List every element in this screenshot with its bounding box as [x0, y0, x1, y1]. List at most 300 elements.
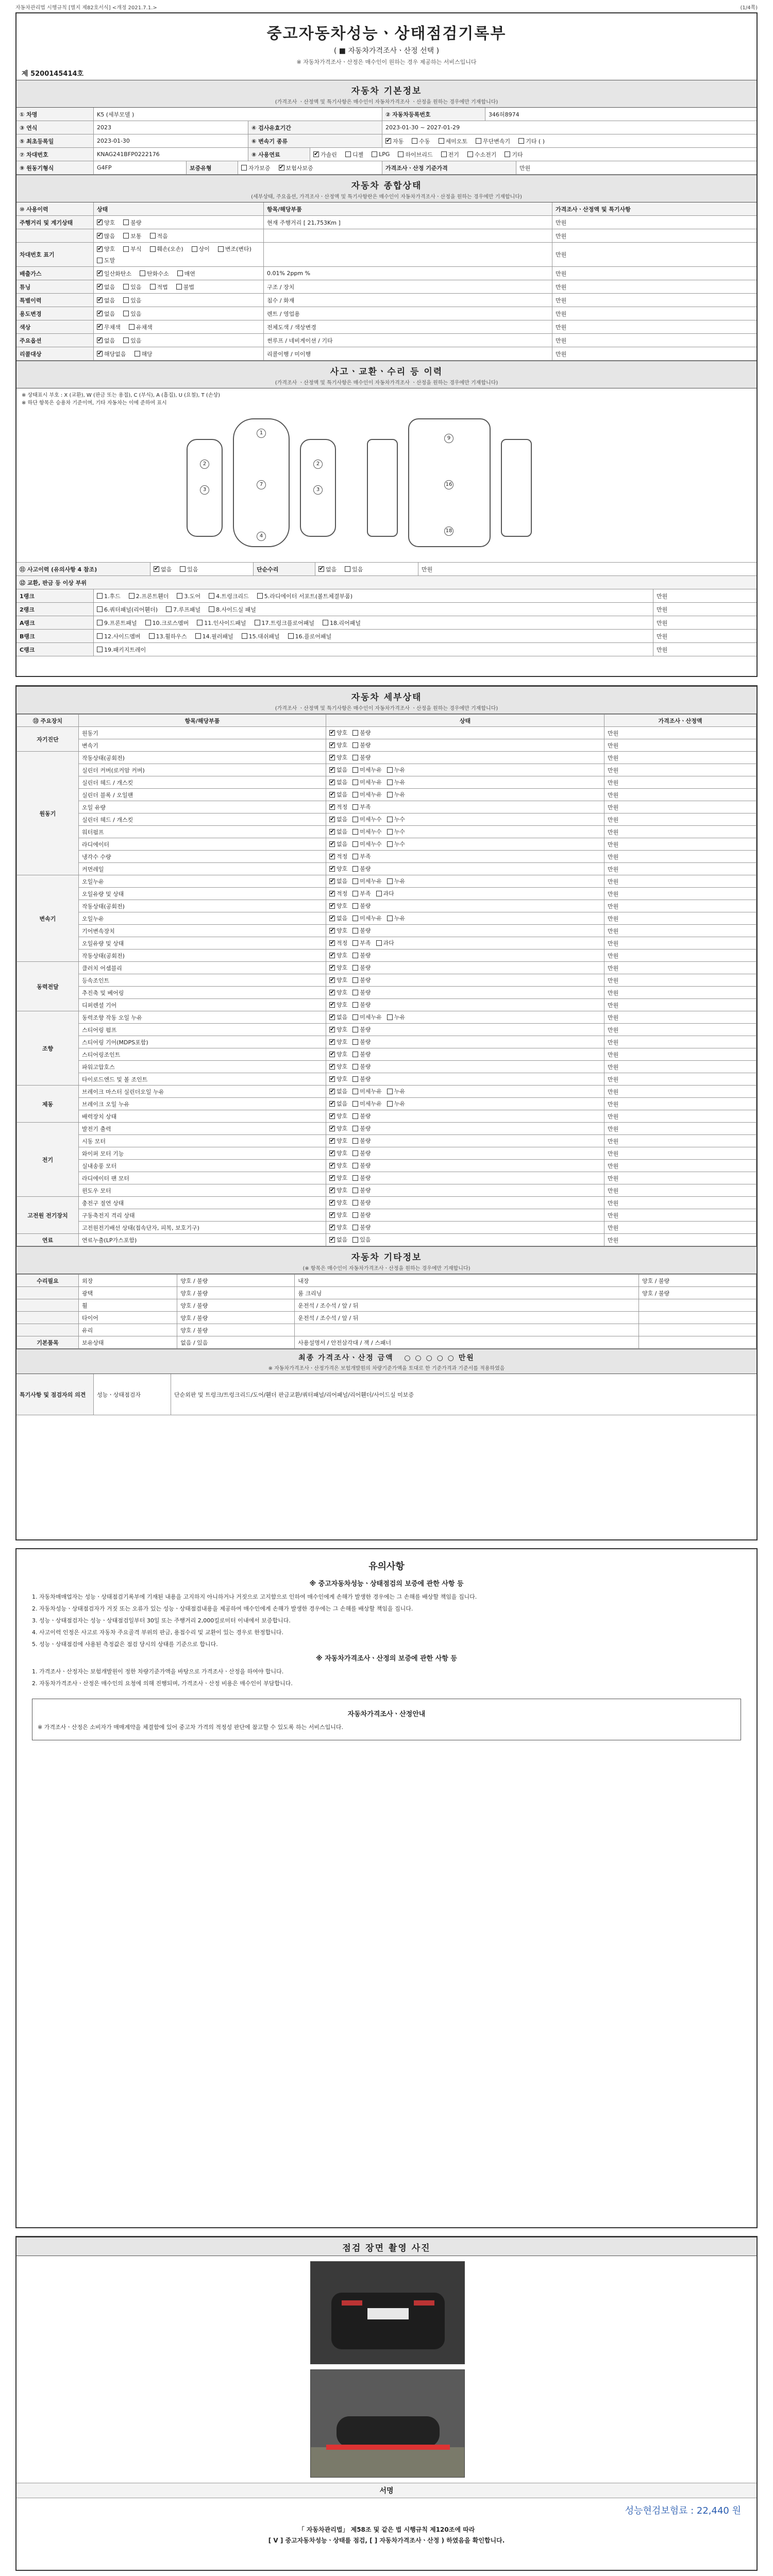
checkbox-icon: [352, 1237, 358, 1243]
option: [329, 1174, 347, 1182]
option: [387, 840, 405, 848]
special-notes-inspector: 성능ㆍ상태점검자: [94, 1374, 171, 1415]
detail-item-state: [326, 912, 604, 925]
checkbox-icon: [352, 1076, 358, 1082]
detail-item-state: [326, 1123, 604, 1135]
option-label: 불량: [360, 977, 371, 984]
detail-item-state: [326, 764, 604, 776]
checkbox-icon: [387, 792, 393, 798]
rank-item-label: 11.인사이드패널: [204, 619, 246, 626]
option-label: 불법: [183, 283, 195, 291]
detail-row: [17, 752, 757, 764]
option-label: 양호: [104, 219, 115, 226]
checkbox-icon: [329, 829, 335, 835]
general-row: [16, 280, 757, 294]
option: [352, 1001, 371, 1009]
detail-item-state: [326, 776, 604, 789]
checkbox-icon: [352, 767, 358, 773]
checkbox-icon: [352, 1163, 358, 1168]
legend-line: ※ 상태표시 부호 : X (교환), W (판금 또는 용접), C (부식), A (흠집), U (요철), T (손상): [22, 393, 221, 398]
detail-item-state: [326, 888, 604, 900]
detail-item-price: 만원: [604, 739, 757, 752]
option-label: 없음: [104, 337, 115, 344]
option-label: 불량: [360, 1175, 371, 1182]
accident-parts-head: [16, 576, 757, 589]
base-price-value: 만원: [519, 164, 531, 172]
option: [150, 232, 168, 240]
checkbox-icon: [329, 804, 335, 810]
page-1: [15, 12, 758, 677]
general-row: [16, 229, 757, 243]
option-label: 많음: [104, 232, 115, 240]
option-label: 불량: [360, 1138, 371, 1145]
checkbox-icon: [97, 270, 103, 276]
etc-cell: 양호 / 불량: [177, 1287, 295, 1299]
option: [329, 1137, 347, 1145]
general-item-detail: 전체도색 / 색상변경: [264, 320, 552, 333]
detail-item-state: [326, 814, 604, 826]
option: [329, 1235, 347, 1244]
option: [352, 1235, 371, 1244]
detail-item-price: 만원: [604, 789, 757, 801]
option-label: 양호: [337, 989, 348, 996]
detail-row: [17, 1222, 757, 1234]
general-row: [16, 334, 757, 347]
detail-item-state: [326, 937, 604, 950]
option: [97, 269, 131, 278]
rank-item-label: 1.후드: [104, 592, 121, 600]
rank-item-label: 13.휠하우스: [156, 633, 187, 640]
checkbox-icon: [352, 1002, 358, 1008]
checkbox-icon: [135, 351, 140, 357]
general-row: [16, 267, 757, 280]
option-label: 누유: [394, 1014, 406, 1021]
rank-item-label: 9.프론트패널: [104, 619, 137, 626]
checkbox-icon: [352, 1188, 358, 1193]
detail-row: [17, 801, 757, 814]
checkbox-icon: [329, 866, 335, 872]
option-label: 있음: [130, 337, 142, 344]
transmission-label: ⑥ 변속기 종류: [248, 134, 382, 147]
checkbox-icon: [352, 990, 358, 995]
option-label: 불량: [360, 754, 371, 761]
detail-item-label: 변속기: [79, 739, 326, 752]
detail-item-label: 오일유량 및 상태: [79, 937, 326, 950]
detail-group-label: 조향: [17, 1011, 79, 1086]
rank-label: C랭크: [16, 643, 94, 656]
option: [352, 902, 371, 910]
checkbox-icon: [97, 311, 103, 316]
general-item-options: [94, 216, 264, 229]
etc-cell: 기본품목: [17, 1336, 79, 1349]
option: [97, 232, 115, 240]
checkbox-icon: [352, 928, 358, 934]
option-label: 불량: [360, 1224, 371, 1231]
checkbox-icon: [352, 866, 358, 872]
part-7-marker: 7: [257, 480, 266, 489]
checkbox-icon: [329, 916, 335, 921]
notice-item: 3. 성능ㆍ상태점검자는 성능ㆍ상태점검일부터 30일 또는 주행거리 2,000킬로미터 이내에서 보증합니다.: [32, 1617, 291, 1624]
option-label: 미세누수: [360, 828, 382, 836]
checkbox-icon: [209, 593, 214, 599]
detail-row: [17, 863, 757, 875]
detail-row: [17, 912, 757, 925]
option: [352, 741, 371, 749]
rank-items: [94, 603, 653, 616]
rank-row: [16, 616, 757, 630]
fuel-label: ⑧ 사용연료: [248, 148, 310, 161]
car-frame-side-left: [367, 439, 398, 537]
option-label: 없음: [337, 841, 348, 848]
signature-row: [16, 2483, 757, 2498]
etc-cell: 보유상태: [79, 1336, 177, 1349]
option-label: 보통: [130, 232, 142, 240]
option: [150, 245, 183, 253]
option-label: 양호: [337, 1125, 348, 1132]
option-label: 불량: [360, 1187, 371, 1194]
option-label: 없음: [104, 297, 115, 304]
fuel-options: [310, 148, 757, 161]
checkbox-icon: [352, 1225, 358, 1230]
option-label: 양호: [337, 903, 348, 910]
option-label: 부족: [360, 940, 371, 947]
checkbox-icon: [329, 1113, 335, 1119]
checkbox-icon: [352, 1014, 358, 1020]
detail-item-price: 만원: [604, 1172, 757, 1184]
option: [352, 1050, 371, 1058]
option: [329, 1025, 347, 1033]
detail-item-price: 만원: [604, 1098, 757, 1110]
option-label: 일산화탄소: [104, 270, 132, 277]
checkbox-icon: [329, 990, 335, 995]
rank-item: [97, 619, 137, 627]
detail-row: [17, 1184, 757, 1197]
option: [329, 988, 347, 996]
option: [352, 766, 382, 774]
detail-item-label: 충전구 절연 상태: [79, 1197, 326, 1209]
option-label: 불량: [360, 1063, 371, 1071]
general-row: [16, 216, 757, 229]
detail-row: [17, 1160, 757, 1172]
detail-row: [17, 1024, 757, 1036]
reg-no-value: 346허8974: [489, 111, 519, 118]
rank-price: 만원: [657, 633, 668, 640]
option: [329, 902, 347, 910]
etc-cell: 양호 / 불량: [638, 1287, 756, 1299]
detail-item-price: 만원: [604, 752, 757, 764]
checkbox-icon: [352, 1101, 358, 1107]
detail-row: [17, 987, 757, 999]
rank-item: [145, 619, 189, 627]
checkbox-icon: [352, 1113, 358, 1119]
option-label: 양호: [337, 1063, 348, 1071]
special-notes-text: 단순외판 및 트렁크/트렁크리드/도어/휀더 판금교환/쿼터패널/리어패널/리어휀더/사이드실 미보증: [174, 1391, 414, 1398]
option-label: 부족: [360, 853, 371, 860]
rank-item: [209, 592, 249, 600]
checkbox-icon: [318, 566, 324, 572]
page-2: [15, 685, 758, 1540]
checkbox-icon: [352, 878, 358, 884]
detail-item-price: 만원: [604, 937, 757, 950]
engine-type-value: G4FP: [94, 161, 187, 174]
option-label: 부족: [360, 890, 371, 897]
option-label: 자가보증: [248, 164, 271, 172]
option-label: 기타: [512, 151, 523, 158]
option: [352, 803, 371, 811]
detail-item-label: 커먼레일: [79, 863, 326, 875]
option-label: 없음: [326, 566, 337, 573]
checkbox-icon: [372, 151, 377, 157]
option-label: 보험사보증: [285, 164, 313, 172]
option: [352, 778, 382, 786]
rank-item-label: 5.라디에이터 서포트(볼트체결부품): [264, 592, 353, 600]
checkbox-icon: [123, 246, 129, 252]
checkbox-icon: [150, 233, 156, 239]
option: [123, 310, 141, 318]
option: [329, 1013, 347, 1021]
detail-row: [17, 1036, 757, 1048]
option: [329, 1124, 347, 1132]
option-label: 탄화수소: [147, 270, 169, 277]
option-label: 디젤: [352, 151, 364, 158]
detail-item-label: 작동상태(공회전): [79, 900, 326, 912]
general-item-label: 리콜대상: [16, 347, 94, 360]
basic-info-title: 자동차 기본정보: [351, 86, 422, 96]
option-label: 누유: [394, 791, 406, 799]
detail-item-label: 실내송풍 모터: [79, 1160, 326, 1172]
detail-item-price: 만원: [604, 1209, 757, 1222]
detail-item-price: 만원: [604, 950, 757, 962]
checkbox-icon: [352, 792, 358, 798]
checkbox-icon: [467, 151, 473, 157]
option: [352, 852, 371, 860]
etc-cell: 외장: [79, 1275, 177, 1287]
transmission-options: [382, 134, 757, 147]
option-label: 불량: [360, 952, 371, 959]
option-label: 적정: [337, 853, 348, 860]
option: [376, 939, 394, 947]
rank-item-label: 10.크로스멤버: [152, 619, 189, 626]
option-label: 미세누유: [360, 791, 382, 799]
etc-cell: [17, 1324, 79, 1336]
detail-item-state: [326, 727, 604, 739]
checkbox-icon: [177, 270, 183, 276]
etc-cell: 양호 / 불량: [177, 1324, 295, 1336]
option-label: 불량: [360, 742, 371, 749]
checkbox-icon: [97, 647, 103, 652]
etc-row: [17, 1336, 757, 1349]
checkbox-icon: [412, 138, 417, 144]
warranty-label: 보증유형: [187, 161, 238, 174]
option: [329, 803, 347, 811]
option-label: 적정: [337, 804, 348, 811]
option-label: 없음: [337, 816, 348, 823]
option: [135, 350, 153, 358]
general-item-price: 만원: [556, 251, 567, 258]
col-header: 항목/해당부품: [79, 715, 326, 727]
detail-row: [17, 764, 757, 776]
warranty-options: [238, 161, 382, 174]
option-label: 양호: [337, 1199, 348, 1207]
option: [129, 323, 153, 331]
checkbox-icon: [352, 742, 358, 748]
option-label: 양호: [337, 1150, 348, 1157]
option: [329, 939, 347, 947]
rank-item-label: 8.사이드실 패널: [216, 606, 256, 613]
general-item-options: [94, 280, 264, 293]
checkbox-icon: [329, 1014, 335, 1020]
detail-item-state: [326, 1098, 604, 1110]
option-label: 불량: [360, 903, 371, 910]
option-label: 없음: [104, 310, 115, 317]
vin-value: KNAG241BFP0222176: [94, 148, 248, 161]
detail-item-label: 라디에이터: [79, 838, 326, 851]
rank-item-label: 3.도어: [184, 592, 201, 600]
option-label: 불량: [130, 219, 142, 226]
detail-item-price: 만원: [604, 888, 757, 900]
option-label: 불량: [360, 1125, 371, 1132]
rank-item-label: 7.루프패널: [173, 606, 201, 613]
notice-item: 2. 자동차가격조사ㆍ산정은 매수인의 요청에 의해 진행되며, 가격조사ㆍ산정 비용은 매수인이 부담합니다.: [32, 1680, 293, 1687]
etc-cell: 양호 / 불량: [638, 1275, 756, 1287]
rank-items: [94, 589, 653, 602]
option: [352, 1161, 371, 1170]
option: [352, 1087, 382, 1095]
basic-row-2: [16, 121, 757, 134]
checkbox-icon: [97, 258, 103, 263]
accident-price: 만원: [422, 566, 433, 573]
etc-row: [17, 1275, 757, 1287]
checkbox-icon: [329, 1212, 335, 1218]
rank-item: [129, 592, 169, 600]
detail-row: [17, 937, 757, 950]
option: [387, 1087, 405, 1095]
general-row: [16, 320, 757, 334]
general-row: [16, 294, 757, 307]
checkbox-icon: [441, 151, 447, 157]
general-item-detail: 0.01% 2ppm %: [264, 267, 552, 280]
rank-items: [94, 643, 653, 656]
checkbox-icon: [329, 1052, 335, 1057]
detail-row: [17, 1061, 757, 1073]
inspect-period-value: 2023-01-30 ~ 2027-01-29: [385, 124, 460, 131]
detail-item-price: 만원: [604, 1024, 757, 1036]
final-price-note: ※ 자동차가격조사ㆍ산정가격은 보험개발원의 차량기준가액을 토대로 한 기준가격과 기준서를 적용하였음: [268, 1366, 505, 1371]
etc-cell: 양호 / 불량: [177, 1299, 295, 1312]
general-row: [16, 307, 757, 320]
detail-header-row: [17, 715, 757, 727]
checkbox-icon: [329, 977, 335, 983]
option-label: 불량: [360, 927, 371, 935]
checkbox-icon: [352, 916, 358, 921]
option: [387, 766, 405, 774]
part-18-marker: 18: [444, 527, 453, 536]
detail-item-price: 만원: [604, 912, 757, 925]
accident-history-options: [150, 563, 254, 575]
checkbox-icon: [329, 878, 335, 884]
part-9-marker: 9: [444, 434, 453, 443]
option-label: 없음: [337, 791, 348, 799]
detail-item-state: [326, 1036, 604, 1048]
option: [329, 766, 347, 774]
checkbox-icon: [476, 138, 481, 144]
checkbox-icon: [177, 593, 182, 599]
detail-row: [17, 1086, 757, 1098]
rank-item-label: 14.필러패널: [202, 633, 233, 640]
detail-item-state: [326, 999, 604, 1011]
etc-table: [16, 1274, 757, 1349]
detail-item-price: 만원: [604, 962, 757, 974]
option: [123, 218, 141, 227]
detail-item-price: 만원: [604, 999, 757, 1011]
option-label: 양호: [337, 1187, 348, 1194]
checkbox-icon: [352, 1200, 358, 1206]
detail-row: [17, 1197, 757, 1209]
detail-row: [17, 826, 757, 838]
option-label: 양호: [337, 952, 348, 959]
detail-item-price: 만원: [604, 1184, 757, 1197]
checkbox-icon: [352, 804, 358, 810]
checkbox-icon: [149, 633, 155, 639]
option: [352, 1099, 382, 1108]
checkbox-icon: [518, 138, 524, 144]
notice-section: [16, 1549, 757, 1745]
option-label: 해당없음: [104, 350, 126, 358]
etc-cell: [295, 1324, 639, 1336]
checkbox-icon: [352, 1064, 358, 1070]
special-notes-label: 특기사항 및 점검자의 의견: [16, 1374, 94, 1415]
option: [352, 1124, 371, 1132]
option-label: 누수: [394, 816, 406, 823]
rank-item: [97, 632, 141, 640]
option-label: 불량: [360, 1113, 371, 1120]
checkbox-icon: [329, 730, 335, 736]
option-label: 없음: [337, 1100, 348, 1108]
option: [352, 1013, 382, 1021]
rank-price: 만원: [657, 606, 668, 613]
etc-cell: 타이어: [79, 1312, 177, 1324]
option: [329, 1112, 347, 1120]
option: [97, 323, 121, 331]
detail-item-price: 만원: [604, 826, 757, 838]
option-label: 상이: [198, 246, 210, 252]
general-item-detail: [264, 229, 552, 242]
option: [352, 877, 382, 885]
checkbox-icon: [352, 977, 358, 983]
checkbox-icon: [352, 903, 358, 909]
checkbox-icon: [329, 1225, 335, 1230]
checkbox-icon: [329, 891, 335, 896]
option-label: 있음: [130, 283, 142, 291]
general-item-detail: 구조 / 장치: [264, 280, 552, 293]
rank-item-label: 16.플로어패널: [295, 633, 332, 640]
detail-item-label: 브레이크 오일 누유: [79, 1098, 326, 1110]
option-label: 양호: [337, 730, 348, 737]
etc-cell: 유리: [79, 1324, 177, 1336]
notice-items: [32, 1667, 741, 1688]
checkbox-icon: [352, 965, 358, 971]
option: [97, 245, 115, 253]
checkbox-icon: [150, 246, 156, 252]
option: [123, 245, 141, 253]
option-label: 누유: [394, 1100, 406, 1108]
detail-note: (가격조사 ㆍ산정액 및 특기사항은 매수인이 자동차가격조사 ㆍ산정을 원하는 경우에만 기재합니다): [275, 706, 498, 711]
etc-cell: 운전석 / 조수석 / 앞 / 뒤: [295, 1299, 639, 1312]
checkbox-icon: [97, 606, 103, 612]
option: [329, 963, 347, 972]
detail-row: [17, 950, 757, 962]
detail-row: [17, 925, 757, 937]
